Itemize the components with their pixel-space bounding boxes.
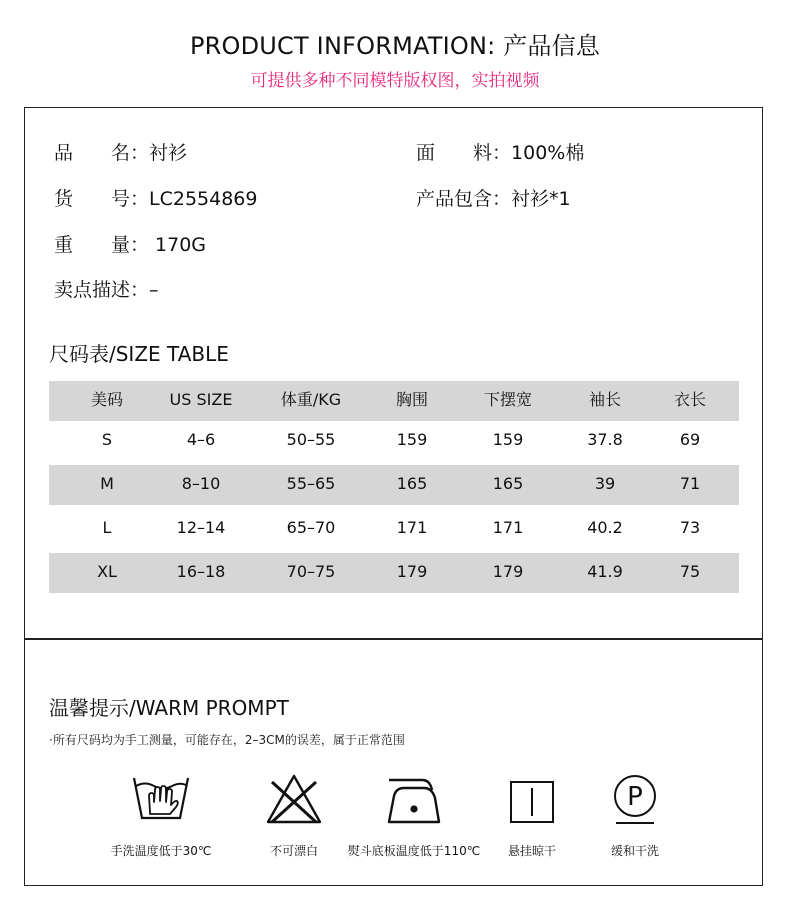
iron-icon <box>386 772 442 828</box>
info-contents <box>416 184 571 211</box>
section-divider <box>24 638 763 640</box>
care-line-dry <box>507 772 557 858</box>
info-weight <box>54 230 206 257</box>
table-cell: 171 <box>396 518 428 537</box>
table-header-cell: 下摆宽 <box>483 390 533 409</box>
table-cell: 50–55 <box>286 430 336 449</box>
table-row <box>49 509 739 549</box>
info-fabric <box>416 138 584 165</box>
table-row <box>49 465 739 505</box>
table-cell: M <box>100 474 114 493</box>
dry-clean-icon <box>610 772 660 828</box>
care-iron <box>347 772 481 858</box>
table-row <box>49 553 739 593</box>
table-cell: 165 <box>396 474 428 493</box>
table-cell: 73 <box>679 518 701 537</box>
table-cell: 39 <box>594 474 616 493</box>
info-selling-points <box>54 275 159 302</box>
contents-label: 产品包含： <box>416 188 512 210</box>
table-header-row <box>49 381 739 421</box>
table-header-cell: 胸围 <box>395 390 429 409</box>
table-cell: XL <box>97 562 117 581</box>
iron-label: 熨斗底板温度低于110℃ <box>347 844 481 858</box>
sku-value: LC2554869 <box>149 188 258 210</box>
measurement-note: ·所有尺码均为手工测量，可能存在，2–3CM的误差，属于正常范围 <box>49 733 405 747</box>
contents-value: 衬衫*1 <box>511 188 571 210</box>
size-table <box>49 381 739 597</box>
table-cell: 8–10 <box>181 474 221 493</box>
page-subtitle: 可提供多种不同模特版权图，实拍视频 <box>250 71 540 91</box>
table-cell: 12–14 <box>176 518 226 537</box>
page-title: PRODUCT INFORMATION: 产品信息 <box>189 32 601 60</box>
sku-label: 货 号： <box>54 188 150 210</box>
table-header-cell: 衣长 <box>673 390 707 409</box>
table-cell: 4–6 <box>186 430 216 449</box>
table-cell: 40.2 <box>587 518 623 537</box>
line-dry-icon <box>509 772 555 828</box>
table-cell: 171 <box>492 518 524 537</box>
fabric-value: 100%棉 <box>511 142 585 164</box>
table-cell: 55–65 <box>286 474 336 493</box>
table-header-cell: US SIZE <box>169 390 233 409</box>
table-row <box>49 421 739 461</box>
table-cell: 16–18 <box>176 562 226 581</box>
table-cell: 41.9 <box>587 562 623 581</box>
table-cell: 71 <box>679 474 701 493</box>
line-dry-label: 悬挂晾干 <box>507 844 557 858</box>
table-cell: 159 <box>492 430 524 449</box>
selling-value: – <box>149 279 159 301</box>
table-cell: 165 <box>492 474 524 493</box>
weight-value: 170G <box>155 234 207 256</box>
table-cell: 65–70 <box>286 518 336 537</box>
table-cell: 179 <box>492 562 524 581</box>
hand-wash-icon <box>130 772 192 828</box>
info-name <box>54 138 187 165</box>
care-hand-wash <box>110 772 212 858</box>
care-dry-clean <box>610 772 660 858</box>
warm-prompt-heading: 温馨提示/WARM PROMPT <box>49 696 289 720</box>
no-bleach-icon <box>264 772 324 828</box>
table-cell: 37.8 <box>587 430 623 449</box>
fabric-label: 面 料： <box>416 142 512 164</box>
table-cell: 159 <box>396 430 428 449</box>
table-header-cell: 美码 <box>90 390 124 409</box>
table-cell: 69 <box>679 430 701 449</box>
dry-clean-symbol: P <box>627 782 643 812</box>
size-table-heading: 尺码表/SIZE TABLE <box>49 342 229 366</box>
name-value: 衬衫 <box>149 142 188 164</box>
hand-wash-label: 手洗温度低于30℃ <box>110 844 212 858</box>
table-header-cell: 袖长 <box>588 390 622 409</box>
selling-label: 卖点描述： <box>54 279 150 301</box>
table-header-cell: 体重/KG <box>280 390 342 409</box>
table-cell: 70–75 <box>286 562 336 581</box>
table-cell: S <box>101 430 113 449</box>
table-cell: 75 <box>679 562 701 581</box>
table-cell: L <box>102 518 112 537</box>
care-no-bleach <box>264 772 324 858</box>
weight-label: 重 量： <box>54 234 150 256</box>
info-sku <box>54 184 258 211</box>
table-cell: 179 <box>396 562 428 581</box>
dry-clean-label: 缓和干洗 <box>610 844 660 858</box>
no-bleach-label: 不可漂白 <box>269 844 319 858</box>
name-label: 品 名： <box>54 142 150 164</box>
